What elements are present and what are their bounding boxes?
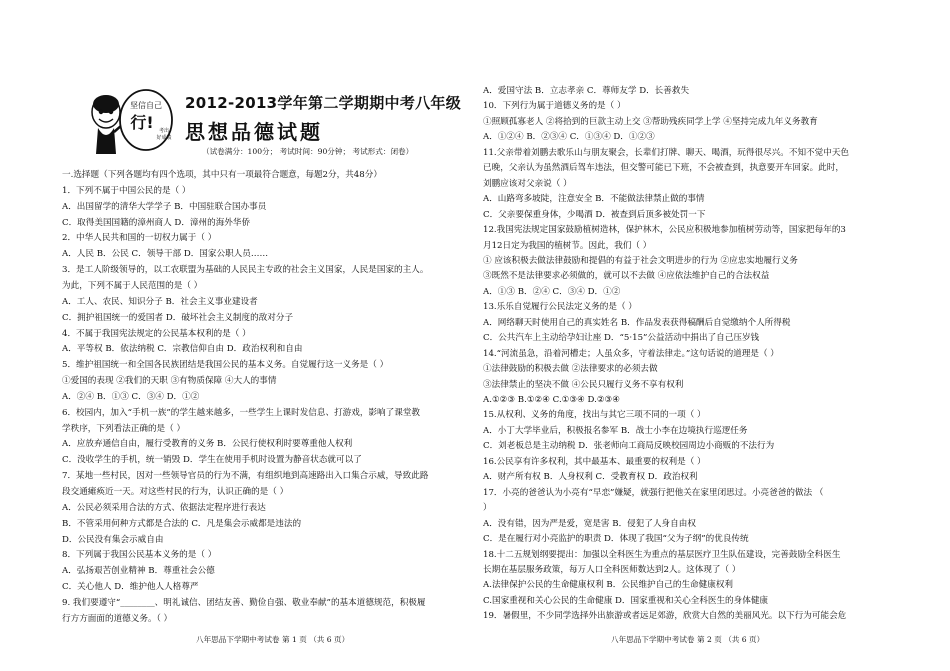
question-line: 14.“河流虽急，沿着河槽走；人虽众多，守着法律走。”这句话说的道理是（ ） [483,348,779,359]
svg-text:行!: 行! [130,113,154,132]
question-line: ①法律鼓励的积极去做 ②法律要求的必须去做 [483,364,658,375]
question-line: C．没收学生的手机，统一销毁 D．学生在使用手机时设置为静音状态就可以了 [62,455,362,466]
question-line: 18.十二五规划纲要提出：加强以全科医生为重点的基层医疗卫生队伍建设，完善鼓励全科医生 [483,549,841,560]
question-line: ①照顾孤寡老人 ②将拾到的巨款主动上交 ③帮助残疾同学上学 ④坚持完成九年义务教育 [483,116,818,127]
question-line: 12.我国宪法规定国家鼓励植树造林，保护林木，公民应积极地参加植树劳动等，国家把每年的3 [483,225,846,236]
question-line: A．小丁大学毕业后，积极报名参军 B．战士小李在边境执行巡逻任务 [483,425,748,436]
question-line: 已晚，父亲认为虽然酒后驾车违法，但交警可能已下班，不会被查到，执意要开车回家。此时， [483,163,844,174]
question-line: A．没有错，因为严是爱，宽是害 B．侵犯了人身自由权 [483,518,696,529]
svg-text:好成绩: 好成绩 [156,135,172,141]
question-line: 8．下列属于我国公民基本义务的是（ ） [62,550,217,561]
question-line: ③既然不是法律要求必须做的，就可以不去做 ④应依法维护自己的合法权益 [483,271,770,282]
question-line: A．公民必须采用合法的方式、依据法定程序进行表达 [62,502,266,513]
question-line: 长期在基层服务政策，每万人口全科医师数达到2人。这体现了（ ） [483,564,741,575]
question-line: 19．暑假里，不少同学选择外出旅游或者远足郊游，欣赏大自然的美丽风光。以下行为可能会危 [483,611,847,622]
question-line: A．出国留学的清华大学学子 B．中国驻联合国办事员 [62,201,267,212]
question-line: A．网络聊天时使用自己的真实姓名 B．作品发表获得稿酬后自觉缴纳个人所得税 [483,317,791,328]
question-line: C.国家重视和关心公民的生命健康 D．国家重视和关心全科医生的身体健康 [483,595,769,606]
question-line: 3．是工人阶级领导的，以工农联盟为基础的人民民主专政的社会主义国家，人民是国家的主人。 [62,265,429,276]
question-line: D．公民没有集会示威自由 [62,534,164,545]
question-line: 6．校园内，加入“手机一族”的学生越来越多，一些学生上课时发信息、打游戏，影响了课堂教 [62,407,421,418]
question-line: C．父亲要保重身体，少喝酒 D．被查到后顶多被处罚一下 [483,209,706,220]
question-line: 16.公民享有许多权利，其中最基本、最重要的权利是（ ） [483,456,706,467]
question-line: C．刘老板总是主动纳税 D．张老师向工商局反映校园周边小商贩的不法行为 [483,441,775,452]
question-line: 1．下列不属于中国公民的是（ ） [62,185,191,196]
question-line: A．山路弯多坡陡，注意安全 B．不能做法律禁止做的事情 [483,194,705,205]
question-line: ①爱国的表现 ②我们的天职 ③有物质保障 ④大人的事情 [62,376,277,387]
question-line: C．关心他人 D．维护他人人格尊严 [62,582,199,593]
page-footer-left: 八年思品下学期中考试卷 第 1 页 （共 6 页） [196,635,350,644]
question-line: A．①③ B．②④ C．③④ D．①② [483,286,621,297]
question-line: 为此，下列不属于人民范围的是（ ） [62,280,203,291]
question-line: 17．小亮的爸爸认为小亮有“早恋”嫌疑，就强行把他关在家里闭思过。小亮爸爸的做法 （ [483,487,824,498]
exam-info: （试卷满分：100分； 考试时间：90分钟； 考试形式：闭卷） [202,147,414,156]
question-line: A．人民 B．公民 C．领导干部 D．国家公职人员…… [62,249,269,260]
question-line: C．取得美国国籍的漳州商人 D．漳州的海外华侨 [62,217,251,228]
question-line: 5．维护祖国统一和全国各民族团结是我国公民的基本义务。自觉履行这一义务是（ ） [62,360,389,371]
page-footer-right: 八年思品下学期中考试卷 第 2 页 （共 6 页） [611,635,765,644]
right-page [475,0,950,671]
question-line: A．弘扬艰苦创业精神 B．尊重社会公德 [62,566,215,577]
question-line: A．爱国守法 B．立志孝亲 C．尊师友学 D．长善救失 [483,86,690,96]
question-line: C．是在履行对小亮监护的职责 D．体现了我国“父为子纲”的优良传统 [483,534,749,545]
exam-title: 2012-2013学年第二学期期中考八年级 [185,94,462,112]
question-line: 一.选择题（下列各题均有四个选项，其中只有一项最符合题意，每题2分，共48分） [62,170,382,180]
question-line: ① 应该积极去做法律鼓励和提倡的有益于社会文明进步的行为 ②应忠实地履行义务 [483,255,798,266]
question-line: A.①②③ B.①②④ C.①③④ D.②③④ [483,395,620,405]
cartoon-mascot-icon [86,82,178,160]
question-line: 10．下列行为属于道德义务的是（ ） [483,101,626,112]
exam-subject: 思想品德试题 [185,120,323,144]
question-line: 4．不属于我国宪法规定的公民基本权利的是（ ） [62,328,251,339]
question-line: 9. 我们要遵守“________、明礼诚信、团结友善、勤俭自强、敬业奉献”的基本道德规范，积极履 [62,597,426,608]
svg-text:坚信自己: 坚信自己 [130,101,162,110]
question-line: 11.父亲带着刘鹏去歌乐山与朋友聚会，长辈们打牌、聊天、喝酒，玩得很尽兴。不知不觉中天色 [483,147,850,158]
question-line: C．拥护祖国统一的爱国者 D．破坏社会主义制度的敌对分子 [62,312,294,323]
question-line: A．②④ B．①③ C．③④ D．①② [62,391,200,402]
question-line: 段交通瘫痪近一天。对这些村民的行为，认识正确的是（ ） [62,487,289,497]
question-line: ） [483,503,492,514]
question-line: A．①②④ B．②③④ C．①③④ D．①②③ [483,132,655,143]
svg-text:考出: 考出 [158,128,170,134]
question-line: 13.乐乐自觉履行公民法定义务的是（ ） [483,302,637,313]
question-line: 行方方面面的道德义务。（ ） [62,613,173,624]
question-line: A．财产所有权 B．人身权利 C．受教育权 D．政治权利 [483,472,698,483]
question-line: A.法律保护公民的生命健康权利 B．公民维护自己的生命健康权利 [483,580,734,591]
question-line: 月12日定为我国的植树节。因此，我们（ ） [483,240,652,251]
question-line: A．工人、农民、知识分子 B．社会主义事业建设者 [62,296,258,307]
question-line: 15.从权利、义务的角度，找出与其它三项不同的一项（ ） [483,410,706,421]
question-line: ③法律禁止的坚决不做 ④公民只履行义务不享有权利 [483,379,684,390]
question-line: C．公共汽车上主动给孕妇让座 D．“5·15”公益活动中捐出了自己压岁钱 [483,333,760,344]
question-line: B．不管采用何种方式都是合法的 C．凡是集会示威都是违法的 [62,518,302,529]
question-line: A．平等权 B．依法纳税 C．宗教信仰自由 D．政治权利和自由 [62,344,303,355]
question-line: 刘鹏应该对父亲说（ ） [483,178,572,189]
question-line: 7．某地一些村民，因对一些领导官员的行为不满，有组织地到高速路出入口集合示威，导致此路 [62,471,429,482]
question-line: 学秩序，下列看法正确的是（ ） [62,423,186,434]
question-line: 2．中华人民共和国的一切权力属于（ ） [62,233,217,244]
question-line: A．应放弃通信自由，履行受教育的义务 B．公民行使权利时要尊重他人权利 [62,439,353,450]
